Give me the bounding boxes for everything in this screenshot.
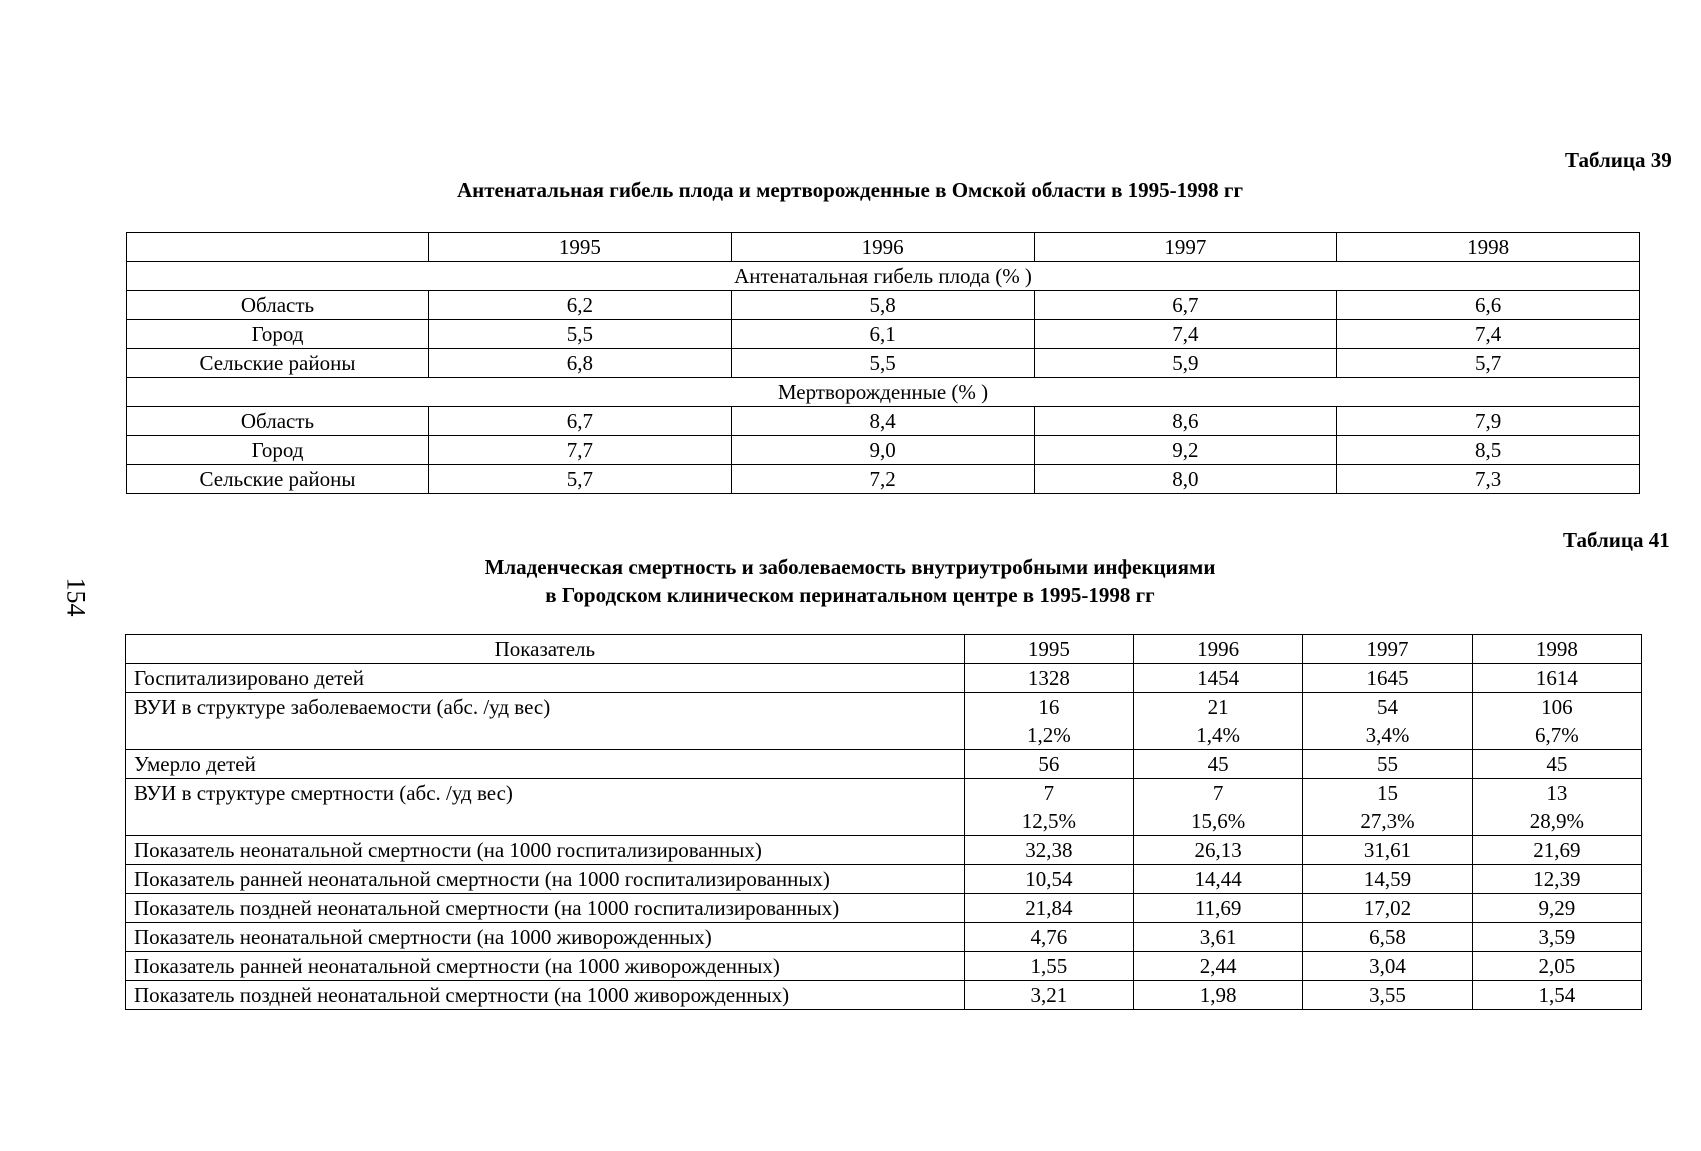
table39-row-label: Город: [127, 436, 429, 465]
table39-value-cell: 8,0: [1034, 465, 1337, 494]
table41-value-cell: 12,39: [1472, 865, 1641, 894]
table41-row-label: Госпитализировано детей: [126, 664, 965, 693]
table41-value-cell: 4,76: [964, 923, 1133, 952]
table39-value-cell: 6,1: [731, 320, 1034, 349]
table39-value-cell: 7,7: [429, 436, 732, 465]
table41-title-line2: в Городском клиническом перинатальном центре в 1995-1998 гг: [545, 583, 1155, 607]
table39-row-label: Область: [127, 407, 429, 436]
table41-header-cell: 1996: [1133, 635, 1302, 664]
table41-value-cell: [1472, 779, 1641, 836]
table41-value-cell: [964, 779, 1133, 836]
table41-value-cell: 1645: [1303, 664, 1472, 693]
table41-value-cell: 45: [1472, 750, 1641, 779]
table39-year-header: 1997: [1034, 233, 1337, 262]
table41-value-cell: 11,69: [1133, 894, 1302, 923]
table41-abs-value: 16: [1038, 695, 1060, 719]
table39-value-cell: 9,0: [731, 436, 1034, 465]
table-row: [126, 865, 1642, 894]
table41-value-cell: 3,59: [1472, 923, 1641, 952]
table39-title: Антенатальная гибель плода и мертворожденные в Омской области в 1995-1998 гг: [456, 178, 1244, 202]
table41: [125, 634, 1642, 1010]
table41-value-cell: 1328: [964, 664, 1133, 693]
table41-percent-value: 6,7%: [1534, 723, 1579, 747]
table39-section-row: [127, 378, 1640, 407]
table41-percent-value: 1,4%: [1196, 723, 1241, 747]
table39-value-cell: 5,8: [731, 291, 1034, 320]
table41-value-cell: 3,55: [1303, 981, 1472, 1010]
table-row: [126, 894, 1642, 923]
table-row: [127, 349, 1640, 378]
table41-value-cell: 10,54: [964, 865, 1133, 894]
table39-value-cell: 6,8: [429, 349, 732, 378]
table39-value-cell: 7,4: [1034, 320, 1337, 349]
table41-row-label: Умерло детей: [126, 750, 965, 779]
table39-row-label: Город: [127, 320, 429, 349]
table41-row-label: ВУИ в структуре смертности (абс. /уд вес): [126, 779, 965, 836]
table41-row-label: Показатель поздней неонатальной смертности (на 1000 живорожденных): [126, 981, 965, 1010]
table41-value-cell: 17,02: [1303, 894, 1472, 923]
table39-section-heading: Антенатальная гибель плода (% ): [127, 262, 1640, 291]
table39-value-cell: 5,5: [429, 320, 732, 349]
table39-value-cell: 8,6: [1034, 407, 1337, 436]
table39-value-cell: 8,4: [731, 407, 1034, 436]
table41-row-label: Показатель поздней неонатальной смертности (на 1000 госпитализированных): [126, 894, 965, 923]
table39-value-cell: 7,2: [731, 465, 1034, 494]
table41-value-cell: 32,38: [964, 836, 1133, 865]
table-row: [127, 436, 1640, 465]
table41-value-cell: [1303, 779, 1472, 836]
table41-percent-value: 12,5%: [1021, 809, 1076, 833]
table41-abs-value: 21: [1207, 695, 1229, 719]
table39-row-label: Область: [127, 291, 429, 320]
table39-label: Таблица 39: [1565, 148, 1672, 172]
table41-abs-value: 106: [1541, 695, 1573, 719]
table41-value-cell: [1303, 693, 1472, 750]
table41-value-cell: 14,44: [1133, 865, 1302, 894]
table41-title-line1: Младенческая смертность и заболеваемость внутриутробными инфекциями: [484, 555, 1216, 579]
table41-abs-value: 15: [1376, 781, 1398, 805]
table39-value-cell: 6,7: [1034, 291, 1337, 320]
table41-value-cell: 6,58: [1303, 923, 1472, 952]
table41-header-cell: 1997: [1303, 635, 1472, 664]
table39-year-header: 1996: [731, 233, 1034, 262]
table41-title: [300, 553, 1400, 609]
table41-value-cell: [1472, 693, 1641, 750]
table39-corner-cell: [127, 233, 429, 262]
table39-row-label: Сельские районы: [127, 349, 429, 378]
table41-value-cell: 9,29: [1472, 894, 1641, 923]
table39-year-header: 1995: [429, 233, 732, 262]
table39-year-header: 1998: [1337, 233, 1640, 262]
table39-value-cell: 9,2: [1034, 436, 1337, 465]
table41-value-cell: [1133, 693, 1302, 750]
table41-percent-value: 1,2%: [1026, 723, 1071, 747]
table39-value-cell: 5,9: [1034, 349, 1337, 378]
table-row: [126, 664, 1642, 693]
table41-row-label: Показатель ранней неонатальной смертности (на 1000 живорожденных): [126, 952, 965, 981]
table39-value-cell: 5,7: [1337, 349, 1640, 378]
table39-value-cell: 7,4: [1337, 320, 1640, 349]
table39-value-cell: 5,7: [429, 465, 732, 494]
table41-percent-value: 27,3%: [1360, 809, 1415, 833]
table-row: [126, 836, 1642, 865]
table41-header-row: [126, 635, 1642, 664]
table-row: [127, 465, 1640, 494]
table41-value-cell: 26,13: [1133, 836, 1302, 865]
table41-row-label: ВУИ в структуре заболеваемости (абс. /уд вес): [126, 693, 965, 750]
table41-value-cell: 1,55: [964, 952, 1133, 981]
table39-section-row: [127, 262, 1640, 291]
table-row: [126, 952, 1642, 981]
table41-percent-value: 28,9%: [1529, 809, 1584, 833]
table-row: [126, 750, 1642, 779]
table41-abs-value: 7: [1212, 781, 1224, 805]
table41-value-cell: 1614: [1472, 664, 1641, 693]
table39-value-cell: 6,2: [429, 291, 732, 320]
page-number: 154: [61, 577, 91, 617]
table41-row-label: Показатель неонатальной смертности (на 1000 госпитализированных): [126, 836, 965, 865]
table41-value-cell: 14,59: [1303, 865, 1472, 894]
table39-value-cell: 5,5: [731, 349, 1034, 378]
table-row: [127, 291, 1640, 320]
table41-header-cell: 1995: [964, 635, 1133, 664]
table41-label: Таблица 41: [1563, 528, 1670, 552]
table41-abs-value: 13: [1546, 781, 1568, 805]
table41-value-cell: [1133, 779, 1302, 836]
table41-value-cell: 45: [1133, 750, 1302, 779]
table39-section-heading: Мертворожденные (% ): [127, 378, 1640, 407]
table-row: [127, 320, 1640, 349]
table41-percent-value: 3,4%: [1365, 723, 1410, 747]
table-row: [126, 981, 1642, 1010]
table39: [126, 232, 1640, 494]
table41-value-cell: 1,98: [1133, 981, 1302, 1010]
table41-value-cell: 2,05: [1472, 952, 1641, 981]
table41-row-label: Показатель ранней неонатальной смертности (на 1000 госпитализированных): [126, 865, 965, 894]
table41-value-cell: 21,84: [964, 894, 1133, 923]
table41-value-cell: 31,61: [1303, 836, 1472, 865]
table41-percent-value: 15,6%: [1191, 809, 1246, 833]
table41-value-cell: 55: [1303, 750, 1472, 779]
table41-header-cell: 1998: [1472, 635, 1641, 664]
table39-value-cell: 8,5: [1337, 436, 1640, 465]
table41-value-cell: 3,61: [1133, 923, 1302, 952]
table-row: [127, 407, 1640, 436]
table39-header-row: [127, 233, 1640, 262]
table41-abs-value: 7: [1043, 781, 1055, 805]
table41-value-cell: 2,44: [1133, 952, 1302, 981]
table41-value-cell: 3,04: [1303, 952, 1472, 981]
table41-value-cell: 1,54: [1472, 981, 1641, 1010]
table41-header-cell: Показатель: [126, 635, 965, 664]
table-row: [126, 779, 1642, 836]
table-row: [126, 693, 1642, 750]
table39-value-cell: 6,7: [429, 407, 732, 436]
table41-value-cell: 3,21: [964, 981, 1133, 1010]
table39-value-cell: 6,6: [1337, 291, 1640, 320]
table41-value-cell: [964, 693, 1133, 750]
table39-row-label: Сельские районы: [127, 465, 429, 494]
table41-row-label: Показатель неонатальной смертности (на 1000 живорожденных): [126, 923, 965, 952]
table41-value-cell: 21,69: [1472, 836, 1641, 865]
table-row: [126, 923, 1642, 952]
table41-abs-value: 54: [1376, 695, 1398, 719]
table41-value-cell: 56: [964, 750, 1133, 779]
table39-value-cell: 7,3: [1337, 465, 1640, 494]
table41-value-cell: 1454: [1133, 664, 1302, 693]
table39-value-cell: 7,9: [1337, 407, 1640, 436]
